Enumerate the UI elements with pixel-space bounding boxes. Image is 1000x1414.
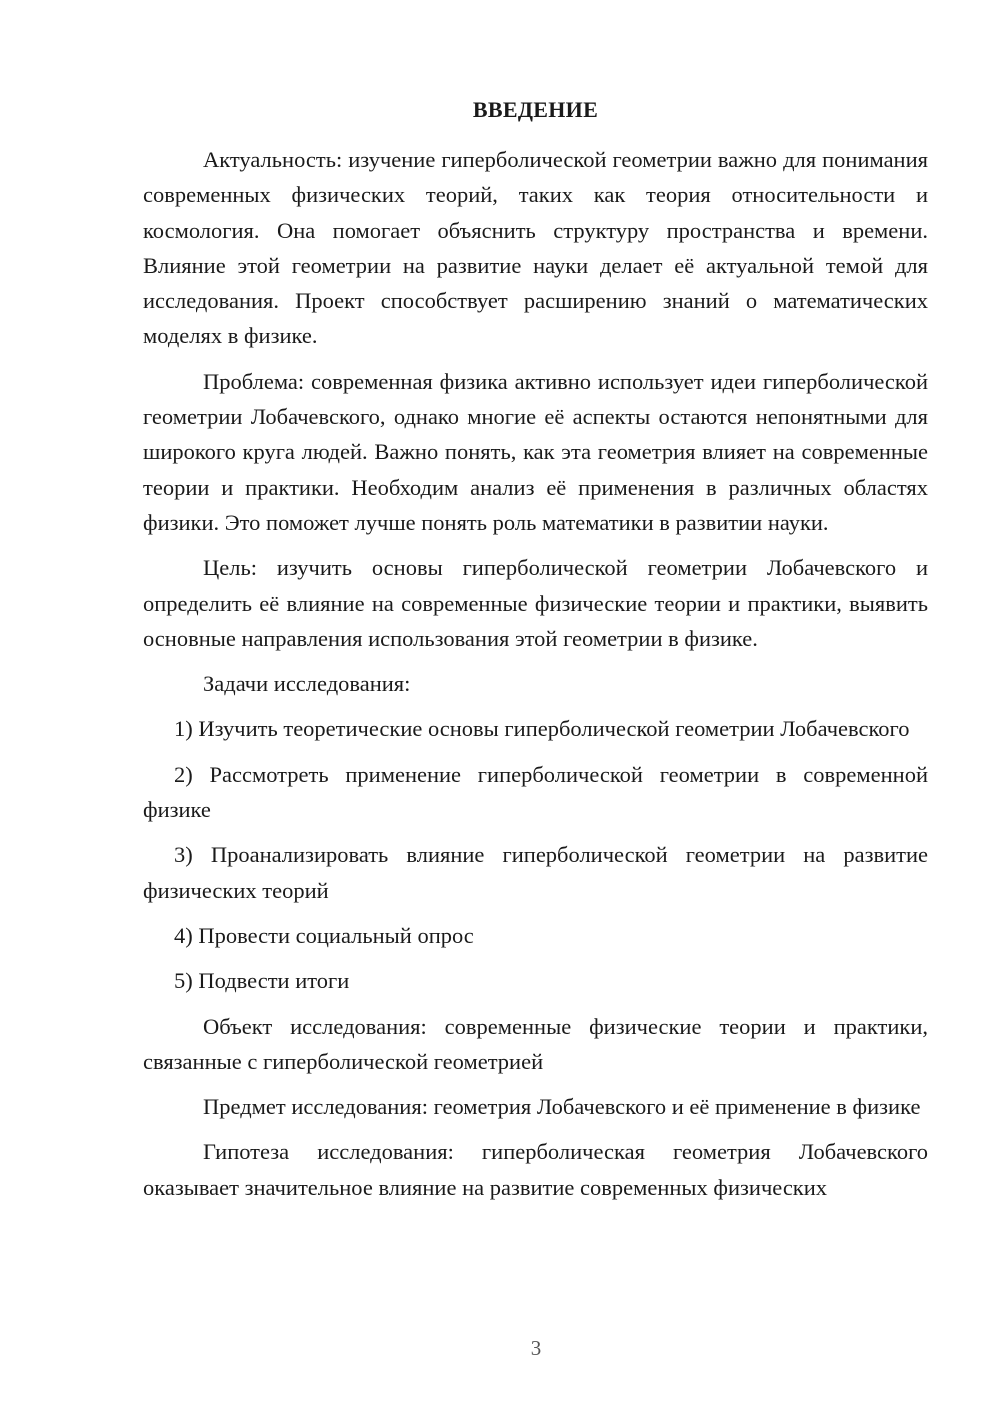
paragraph-problem: Проблема: современная физика активно использует идеи гиперболической геометрии Лобачевского, однако многие её аспекты остаются непонятными для широкого круга людей. Важно понять, как эта геометрия влияет на современные теории и практики. Необходим анализ её применения в различных областях физики. Это поможет лучше понять роль математики в развитии науки. <box>143 368 928 535</box>
task-item-3: 3) Проанализировать влияние гиперболической геометрии на развитие физических теорий <box>143 842 928 903</box>
task-item-1: 1) Изучить теоретические основы гиперболической геометрии Лобачевского <box>174 716 910 742</box>
paragraph-relevance: Актуальность: изучение гиперболической геометрии важно для понимания современных физических теорий, таких как теория относительности и космология. Она помогает объяснить структуру пространства и времени. Влияние этой геометрии на развитие науки делает её актуальной темой для исследования. Проект способствует расширению знаний о математических моделях в физике. <box>143 147 928 349</box>
paragraph-goal: Цель: изучить основы гиперболической геометрии Лобачевского и определить её влияние на современные физические теории и практики, выявить основные направления использования этой геометрии в физике. <box>143 555 928 651</box>
paragraph-subject: Предмет исследования: геометрия Лобачевского и её применение в физике <box>203 1094 921 1120</box>
task-item-2: 2) Рассмотреть применение гиперболической геометрии в современной физике <box>143 761 928 823</box>
paragraph-object: Объект исследования: современные физические теории и практики, связанные с гиперболической геометрией <box>143 1013 928 1074</box>
paragraph-tasks-heading: Задачи исследования: <box>203 671 411 697</box>
page-heading: ВВЕДЕНИЕ <box>472 97 599 122</box>
task-item-4: 4) Провести социальный опрос <box>174 922 474 948</box>
body-text <box>143 142 928 1215</box>
paragraph-hypothesis: Гипотеза исследования: гиперболическая геометрия Лобачевского оказывает значительное влияние на развитие современных физических <box>143 1139 928 1200</box>
page-number: 3 <box>530 1336 542 1360</box>
task-item-5: 5) Подвести итоги <box>174 968 350 994</box>
